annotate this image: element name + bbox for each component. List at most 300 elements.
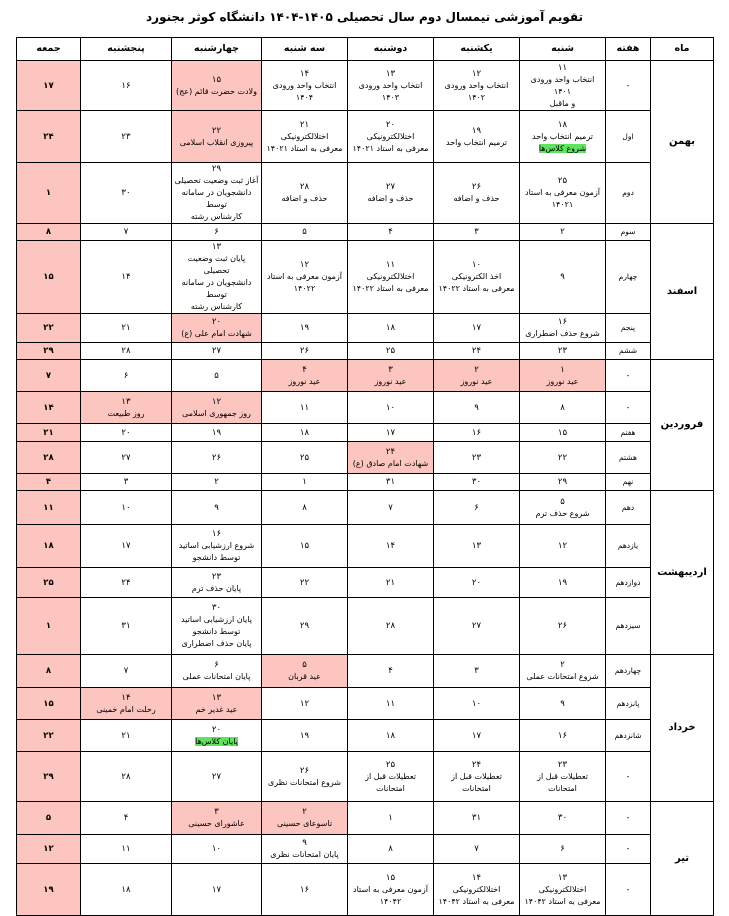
event-line: معرفی به استاد ۱۴۰۴۲ bbox=[438, 896, 515, 906]
day-cell bbox=[262, 720, 348, 752]
day-cell bbox=[172, 314, 262, 343]
day-cell bbox=[81, 111, 172, 163]
day-number: ۱۵ bbox=[43, 272, 54, 282]
day-number: ۱۸ bbox=[299, 427, 310, 438]
week-row bbox=[17, 655, 714, 688]
day-cell bbox=[172, 111, 262, 163]
day-number: ۵ bbox=[214, 370, 219, 381]
month-name: تیر bbox=[651, 802, 714, 916]
day-cell bbox=[348, 835, 434, 864]
day-cell bbox=[172, 392, 262, 424]
event-line: آزمون معرفی به استاد bbox=[353, 884, 428, 894]
day-cell bbox=[81, 343, 172, 360]
day-number: ۱۶ bbox=[299, 884, 310, 895]
day-cell bbox=[262, 392, 348, 424]
day-cell bbox=[262, 525, 348, 568]
event-text bbox=[350, 271, 431, 283]
event-text bbox=[264, 80, 345, 104]
day-cell bbox=[434, 111, 520, 163]
day-number: ۱ bbox=[560, 364, 565, 375]
day-number: ۲۳ bbox=[557, 346, 568, 356]
event-text bbox=[264, 283, 345, 295]
event-text bbox=[264, 671, 345, 683]
day-number: ۹ bbox=[560, 272, 565, 282]
event-text bbox=[436, 271, 517, 283]
event-line: پایان حذف اضطراری bbox=[181, 639, 252, 648]
day-cell bbox=[172, 61, 262, 111]
event-line: توسط دانشجو bbox=[192, 553, 241, 562]
day-number: ۱۶ bbox=[471, 427, 482, 438]
day-number: ۱۵ bbox=[43, 698, 54, 709]
day-number: ۲۸ bbox=[43, 452, 54, 463]
event-text bbox=[174, 736, 259, 748]
day-number: ۷ bbox=[388, 502, 393, 513]
week-row bbox=[17, 111, 714, 163]
day-cell bbox=[172, 163, 262, 224]
day-number: ۲۳ bbox=[557, 759, 568, 770]
day-cell bbox=[520, 474, 606, 491]
day-number: ۳ bbox=[123, 477, 129, 487]
day-number: ۹ bbox=[560, 698, 565, 709]
event-text bbox=[436, 193, 517, 205]
day-cell bbox=[81, 392, 172, 424]
day-cell bbox=[520, 835, 606, 864]
week-label: - bbox=[606, 802, 651, 835]
event-line: ۱۴۰۲۱ bbox=[551, 200, 574, 209]
week-label: دوم bbox=[606, 163, 651, 224]
day-cell bbox=[262, 424, 348, 442]
day-cell bbox=[520, 224, 606, 241]
day-cell bbox=[434, 598, 520, 655]
week-row bbox=[17, 598, 714, 655]
day-cell bbox=[17, 720, 81, 752]
week-row bbox=[17, 360, 714, 392]
day-number: ۱ bbox=[388, 813, 393, 823]
day-number: ۱۱ bbox=[385, 698, 396, 709]
day-number: ۲۲ bbox=[43, 323, 54, 333]
day-number: ۱۵ bbox=[557, 427, 568, 438]
header-saturday: شنبه bbox=[520, 38, 606, 61]
day-cell bbox=[348, 720, 434, 752]
day-number: ۲۲ bbox=[43, 730, 54, 741]
event-text bbox=[264, 777, 345, 789]
day-number: ۶ bbox=[123, 370, 129, 381]
day-number: ۱۴ bbox=[43, 402, 54, 413]
day-number: ۱۷ bbox=[121, 541, 131, 551]
day-cell bbox=[434, 491, 520, 525]
day-cell bbox=[520, 688, 606, 720]
event-text bbox=[174, 614, 259, 626]
day-number: ۲۴ bbox=[471, 346, 482, 356]
day-number: ۱۹ bbox=[299, 730, 310, 741]
event-text bbox=[350, 376, 431, 388]
event-line: اختلالکترونیکی bbox=[366, 272, 415, 281]
day-number: ۶ bbox=[214, 227, 219, 237]
day-cell bbox=[434, 568, 520, 598]
event-text bbox=[350, 193, 431, 205]
event-line: عید نوروز bbox=[460, 376, 493, 386]
day-cell bbox=[520, 343, 606, 360]
day-number: ۲۳ bbox=[211, 571, 222, 582]
event-line: شروع حذف ترم bbox=[535, 508, 590, 518]
day-cell bbox=[81, 835, 172, 864]
day-number: ۱۸ bbox=[557, 119, 568, 130]
day-number: ۱۴ bbox=[471, 872, 482, 883]
event-text bbox=[264, 143, 345, 155]
day-cell bbox=[262, 598, 348, 655]
day-number: ۱۵ bbox=[299, 541, 310, 551]
day-cell bbox=[520, 61, 606, 111]
day-number: ۴ bbox=[45, 477, 52, 487]
day-number: ۱۰ bbox=[471, 698, 482, 709]
day-number: ۱۹ bbox=[471, 125, 482, 136]
day-cell bbox=[434, 424, 520, 442]
day-number: ۱۲ bbox=[211, 396, 222, 407]
event-text bbox=[174, 137, 259, 149]
event-text bbox=[174, 552, 259, 564]
week-row bbox=[17, 61, 714, 111]
week-label: - bbox=[606, 61, 651, 111]
day-number: ۳ bbox=[474, 227, 479, 237]
header-wednesday: چهارشنبه bbox=[172, 38, 262, 61]
day-number: ۱۳ bbox=[471, 541, 482, 551]
week-label: سیزدهم bbox=[606, 598, 651, 655]
day-cell bbox=[172, 224, 262, 241]
day-cell bbox=[17, 491, 81, 525]
highlighted-event: پایان کلاس‌ها bbox=[195, 736, 238, 746]
day-number: ۱۶ bbox=[557, 730, 568, 741]
header-thursday: پنجشنبه bbox=[81, 38, 172, 61]
event-line: شهادت امام صادق (ع) bbox=[352, 458, 429, 468]
event-line: عید نوروز bbox=[546, 376, 579, 386]
day-number: ۱۹ bbox=[43, 884, 54, 895]
day-number: ۲۶ bbox=[211, 452, 222, 463]
week-row bbox=[17, 688, 714, 720]
day-cell bbox=[348, 525, 434, 568]
day-cell bbox=[262, 360, 348, 392]
event-line: عاشورای حسینی bbox=[188, 819, 245, 828]
day-cell bbox=[81, 224, 172, 241]
day-number: ۸ bbox=[560, 402, 565, 413]
month-name: بهمن bbox=[651, 61, 714, 224]
week-row bbox=[17, 835, 714, 864]
week-row bbox=[17, 491, 714, 525]
day-number: ۲۳ bbox=[471, 452, 482, 463]
day-number: ۲۳ bbox=[121, 131, 131, 142]
day-cell bbox=[262, 314, 348, 343]
day-number: ۱۳ bbox=[121, 396, 131, 407]
event-text bbox=[174, 818, 259, 830]
day-number: ۲۴ bbox=[43, 131, 54, 142]
day-number: ۱۰ bbox=[211, 844, 222, 854]
event-line: شروع امتحانات نظری bbox=[267, 777, 342, 787]
event-text bbox=[522, 783, 603, 795]
event-text bbox=[174, 253, 259, 277]
day-number: ۱۲ bbox=[299, 698, 310, 709]
day-number: ۳۱ bbox=[121, 621, 131, 631]
event-text bbox=[522, 187, 603, 199]
day-cell bbox=[81, 491, 172, 525]
event-text bbox=[264, 376, 345, 388]
day-cell bbox=[434, 474, 520, 491]
month-name: اسفند bbox=[651, 224, 714, 360]
day-cell bbox=[520, 111, 606, 163]
event-line: پیروزی انقلاب اسلامی bbox=[179, 137, 254, 147]
day-cell bbox=[434, 314, 520, 343]
day-cell bbox=[348, 491, 434, 525]
header-week: هفته bbox=[606, 38, 651, 61]
day-number: ۱۶ bbox=[211, 529, 222, 539]
day-cell bbox=[81, 688, 172, 720]
day-cell bbox=[17, 802, 81, 835]
week-label: - bbox=[606, 835, 651, 864]
event-text bbox=[522, 328, 603, 340]
day-cell bbox=[348, 424, 434, 442]
day-cell bbox=[520, 314, 606, 343]
week-label: چهاردهم bbox=[606, 655, 651, 688]
day-number: ۲۷ bbox=[471, 621, 482, 631]
day-number: ۱۲ bbox=[471, 68, 482, 79]
event-text bbox=[350, 283, 431, 295]
day-cell bbox=[81, 314, 172, 343]
page-title: تقویم آموزشی نیمسال دوم سال تحصیلی ۱۴۰۵-۱۴۰۴ دانشگاه کوثر بجنورد bbox=[146, 10, 583, 24]
day-cell bbox=[172, 360, 262, 392]
day-number: ۱۲ bbox=[299, 260, 310, 270]
event-line: اخذ الکترونیکی bbox=[451, 272, 502, 281]
day-cell bbox=[348, 61, 434, 111]
header-row bbox=[17, 38, 714, 61]
day-number: ۳ bbox=[388, 364, 393, 375]
event-text bbox=[436, 783, 517, 795]
event-text bbox=[522, 671, 603, 683]
event-line: حذف و اضافه bbox=[367, 194, 414, 203]
day-number: ۱۷ bbox=[211, 884, 222, 895]
highlighted-event: شروع کلاس‌ها bbox=[538, 143, 587, 153]
day-number: ۴ bbox=[123, 813, 129, 823]
day-number: ۲۸ bbox=[121, 346, 131, 356]
event-text bbox=[174, 540, 259, 552]
day-cell bbox=[434, 688, 520, 720]
day-number: ۱۳ bbox=[557, 872, 568, 883]
week-label: نهم bbox=[606, 474, 651, 491]
event-line: تعطیلات قبل از bbox=[365, 771, 416, 781]
day-cell bbox=[172, 655, 262, 688]
day-cell bbox=[17, 835, 81, 864]
day-number: ۲۴ bbox=[471, 759, 482, 770]
event-text bbox=[350, 143, 431, 155]
day-cell bbox=[520, 568, 606, 598]
event-text bbox=[436, 896, 517, 908]
event-line: کارشناس رشته bbox=[190, 212, 243, 221]
day-number: ۱۷ bbox=[385, 427, 396, 438]
event-line: آزمون معرفی به استاد bbox=[267, 272, 342, 281]
day-cell bbox=[17, 224, 81, 241]
day-number: ۲۶ bbox=[471, 182, 482, 192]
header-month: ماه bbox=[651, 38, 714, 61]
event-line: اختلالکترونیکی bbox=[538, 884, 587, 894]
week-label: اول bbox=[606, 111, 651, 163]
week-label: ششم bbox=[606, 343, 651, 360]
day-number: ۱۶ bbox=[557, 317, 568, 327]
day-cell bbox=[172, 720, 262, 752]
week-row bbox=[17, 314, 714, 343]
day-number: ۱۰ bbox=[385, 402, 396, 413]
day-number: ۱۹ bbox=[557, 577, 568, 588]
day-number: ۴ bbox=[388, 227, 393, 237]
day-number: ۲۷ bbox=[211, 771, 222, 782]
event-text bbox=[522, 98, 603, 110]
week-label: هشتم bbox=[606, 442, 651, 474]
day-cell bbox=[172, 343, 262, 360]
day-number: ۳ bbox=[214, 807, 219, 817]
day-cell bbox=[17, 424, 81, 442]
day-number: ۷ bbox=[123, 666, 129, 676]
week-row bbox=[17, 442, 714, 474]
day-cell bbox=[172, 442, 262, 474]
day-cell bbox=[17, 360, 81, 392]
event-line: روز جمهوری اسلامی bbox=[182, 408, 251, 418]
event-line: روز طبیعت bbox=[107, 408, 145, 418]
day-cell bbox=[348, 314, 434, 343]
day-cell bbox=[434, 442, 520, 474]
event-line: تعطیلات قبل از bbox=[537, 771, 588, 781]
day-cell bbox=[172, 688, 262, 720]
day-cell bbox=[17, 474, 81, 491]
week-label: پانزدهم bbox=[606, 688, 651, 720]
day-number: ۲۷ bbox=[121, 452, 131, 463]
month-name: فروردین bbox=[651, 360, 714, 491]
day-cell bbox=[520, 525, 606, 568]
day-cell bbox=[520, 360, 606, 392]
event-line: و ماقبل bbox=[549, 98, 576, 108]
day-number: ۸ bbox=[45, 666, 52, 676]
day-cell bbox=[434, 835, 520, 864]
week-label: چهارم bbox=[606, 241, 651, 314]
day-cell bbox=[348, 442, 434, 474]
day-cell bbox=[348, 598, 434, 655]
day-number: ۲۰ bbox=[211, 317, 222, 327]
day-cell bbox=[17, 343, 81, 360]
day-cell bbox=[172, 424, 262, 442]
event-line: تعطیلات قبل از bbox=[451, 771, 502, 781]
day-number: ۲۴ bbox=[385, 446, 396, 457]
week-row bbox=[17, 224, 714, 241]
day-number: ۲۵ bbox=[557, 176, 568, 186]
day-number: ۷ bbox=[123, 227, 129, 237]
day-cell bbox=[81, 442, 172, 474]
day-cell bbox=[17, 525, 81, 568]
event-text bbox=[174, 187, 259, 211]
day-cell bbox=[520, 752, 606, 802]
day-number: ۱۱ bbox=[43, 502, 54, 513]
event-line: معرفی به استاد ۱۴۰۲۱ bbox=[266, 143, 343, 153]
event-line: آغاز ثبت وضعیت تحصیلی bbox=[174, 176, 259, 185]
day-cell bbox=[172, 474, 262, 491]
event-text bbox=[264, 131, 345, 143]
day-cell bbox=[348, 343, 434, 360]
day-cell bbox=[262, 655, 348, 688]
day-cell bbox=[262, 835, 348, 864]
event-text bbox=[522, 771, 603, 783]
day-number: ۱۲ bbox=[43, 844, 54, 854]
day-cell bbox=[17, 61, 81, 111]
day-cell bbox=[17, 314, 81, 343]
event-line: پایان ثبت وضعیت تحصیلی bbox=[187, 254, 246, 275]
event-line: اختلالکترونیکی bbox=[366, 131, 415, 141]
day-number: ۱ bbox=[45, 188, 52, 198]
event-line: عید قربان bbox=[288, 672, 321, 681]
day-number: ۲۸ bbox=[299, 182, 310, 192]
day-cell bbox=[434, 802, 520, 835]
day-cell bbox=[520, 392, 606, 424]
day-number: ۲۱ bbox=[43, 427, 54, 438]
day-cell bbox=[17, 392, 81, 424]
day-number: ۸ bbox=[45, 227, 52, 237]
event-line: امتحانات bbox=[376, 783, 405, 793]
week-row bbox=[17, 802, 714, 835]
day-cell bbox=[172, 568, 262, 598]
day-cell bbox=[520, 802, 606, 835]
event-line: عید نوروز bbox=[374, 376, 407, 386]
day-cell bbox=[81, 598, 172, 655]
day-number: ۲ bbox=[214, 477, 219, 487]
day-number: ۱۳ bbox=[211, 242, 222, 252]
event-line: تاسوعای حسینی bbox=[276, 819, 333, 828]
event-text bbox=[436, 283, 517, 295]
day-number: ۱۵ bbox=[211, 74, 222, 85]
event-line: حذف و اضافه bbox=[453, 194, 500, 203]
day-number: ۸ bbox=[388, 844, 393, 854]
day-number: ۱۱ bbox=[121, 844, 131, 854]
day-number: ۵ bbox=[302, 660, 307, 670]
day-cell bbox=[81, 525, 172, 568]
week-label: شانزدهم bbox=[606, 720, 651, 752]
event-line: ولادت حضرت قائم (عج) bbox=[176, 86, 257, 96]
day-number: ۶ bbox=[474, 502, 479, 513]
event-line: کارشناس رشته bbox=[190, 302, 243, 311]
day-number: ۲۸ bbox=[121, 771, 131, 782]
day-number: ۳۱ bbox=[471, 813, 482, 823]
day-number: ۶ bbox=[214, 660, 219, 670]
day-number: ۱۷ bbox=[471, 323, 482, 333]
event-text bbox=[174, 277, 259, 301]
day-cell bbox=[17, 241, 81, 314]
day-number: ۲۹ bbox=[299, 621, 310, 631]
day-number: ۱۸ bbox=[385, 730, 396, 741]
day-cell bbox=[172, 241, 262, 314]
day-cell bbox=[172, 491, 262, 525]
event-line: عید نوروز bbox=[288, 376, 321, 386]
day-number: ۲۱ bbox=[121, 730, 131, 741]
day-cell bbox=[262, 752, 348, 802]
week-row bbox=[17, 343, 714, 360]
day-cell bbox=[17, 111, 81, 163]
day-number: ۱۹ bbox=[211, 427, 222, 438]
event-text bbox=[174, 211, 259, 223]
week-row bbox=[17, 163, 714, 224]
day-cell bbox=[520, 598, 606, 655]
day-cell bbox=[81, 802, 172, 835]
academic-calendar-table bbox=[16, 37, 714, 916]
day-number: ۱ bbox=[45, 621, 52, 631]
day-number: ۱۳ bbox=[211, 692, 222, 703]
day-number: ۲۰ bbox=[385, 119, 396, 130]
month-name: خرداد bbox=[651, 655, 714, 802]
day-number: ۲۱ bbox=[385, 577, 396, 588]
day-cell bbox=[262, 802, 348, 835]
event-text bbox=[350, 771, 431, 783]
day-number: ۱ bbox=[302, 477, 307, 487]
